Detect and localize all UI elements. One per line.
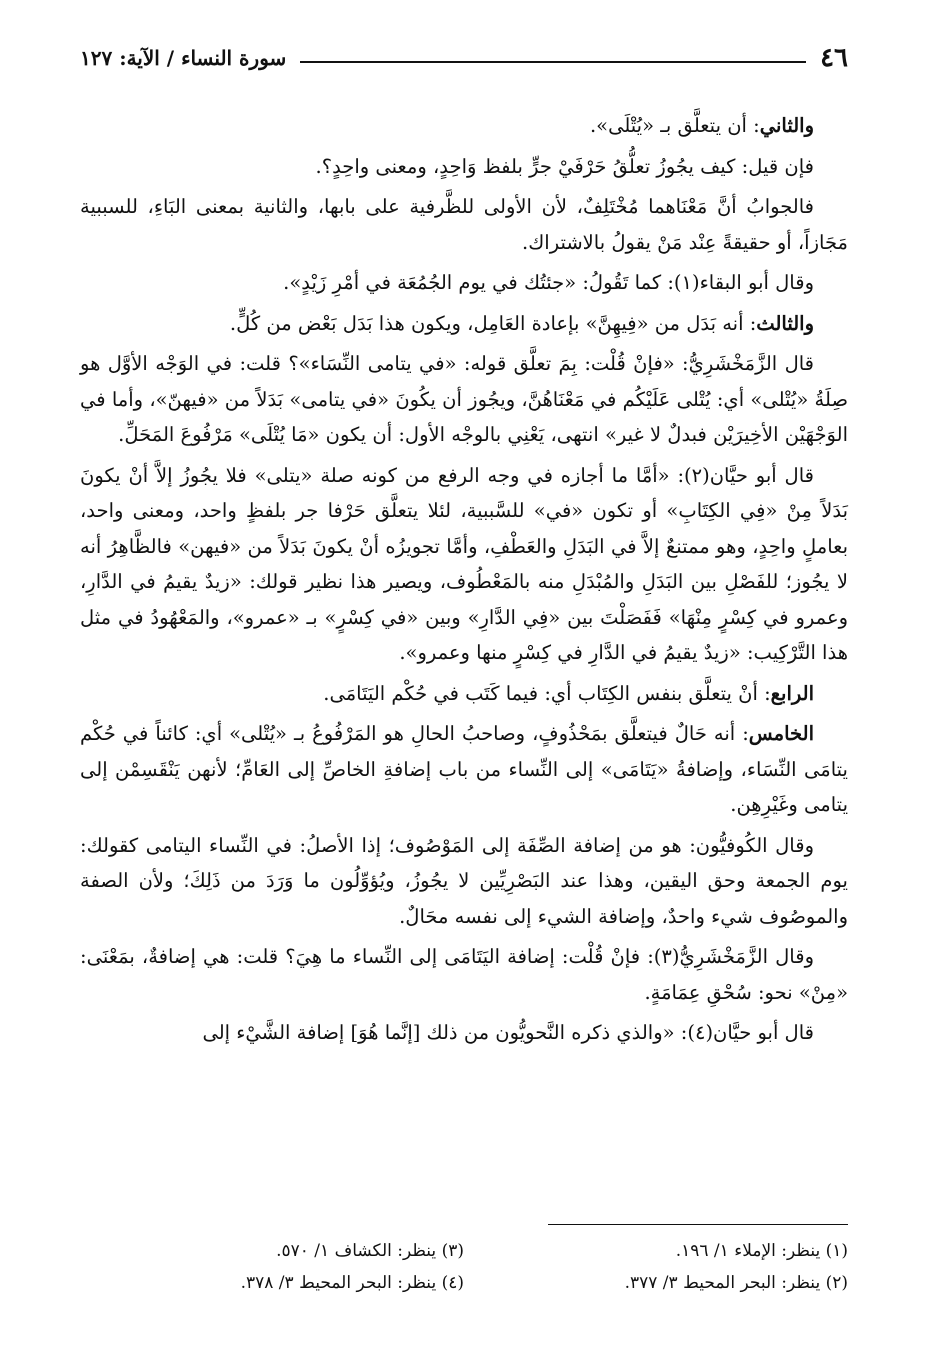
paragraph-text: قال أبو حيَّان(٢): «أمَّا ما أجازه في وجه الرفع من كونه صلة «يتلى» فلا يجُوزُ إلاَّ أنْ يكونَ بَدَلاً مِنْ «فِي الكِتَابِ» أو تكون «في» للسَّببية، لئلا يتعلَّق حَرْفا جر بلفظٍ واحد، ومعنى واحد، بعاملٍ واحِدٍ، وهو ممتنعٌ إلاَّ في البَدَلِ والعَطْفِ، وأمَّا تجويزُه أنْ يكونَ بَدَلاً من «فيهن» فالظَّاهِرُ أنه لا يجُوز؛ للفَصْلِ بين البَدَلِ والمُبْدَلِ منه بالمَعْطُوف، ويصير هذا نظير قولك: «زيدٌ يقيمُ في الدَّارِ، وعمرو في كِسْرٍ مِنْهَا» فَفَصَلْتَ بين «فِي الدَّارِ» وبين «في كِسْرٍ» بـ «عمرو»، والمَعْهُودُ في مثل هذا التَّرْكِيب: «زيدٌ يقيمُ في الدَّارِ في كِسْرٍ منها وعمرو».	[80, 463, 848, 664]
paragraph-text: وقال الكُوفيُّون: هو من إضافة الصِّفَة إلى المَوْصُوف؛ إذا الأصلُ: في النِّساء اليتامى كقولك: يوم الجمعة وحق اليقين، وهذا عند البَصْرِيِّين لا يجُوزُ، ويُؤوِّلُون ما وَرَدَ من ذَلِكَ؛ ولأن الصفة والموصُوف شيء واحدٌ، وإضافة الشيء إلى نفسه محَالٌ.	[80, 833, 848, 928]
paragraph-text: فإن قيل: كيف يجُوزُ تعلُّقُ حَرْفَيْ جرٍّ بلفظ وَاحِدٍ، ومعنى واحِدٍ؟.	[315, 154, 814, 178]
paragraph	[80, 108, 848, 144]
paragraph-text: وقال أبو البقاء(١): كما تَقُولُ: «جئتُك في يوم الجُمُعَة في أمْرِ زَيْدٍ».	[283, 271, 814, 294]
footnote: (٢) ينظر: البحر المحيط ٣/ ٣٧٧.	[624, 1273, 848, 1293]
paragraph	[80, 149, 848, 185]
footnote-rule	[548, 1224, 848, 1225]
paragraph	[80, 939, 848, 1010]
section-lead: الخامس	[748, 722, 814, 745]
header-rule	[300, 61, 806, 63]
running-header	[80, 38, 848, 78]
paragraph	[80, 828, 848, 935]
paragraph	[80, 1015, 848, 1051]
paragraph	[80, 189, 848, 260]
footnotes	[80, 1236, 848, 1298]
paragraph	[80, 265, 848, 301]
footnote: (٤) ينظر: البحر المحيط ٣/ ٣٧٨.	[240, 1273, 464, 1293]
paragraph-text: قال الزَّمَخْشَرِيُّ: «فإنْ قُلْت: بِمَ تعلَّق قوله: «في يتامى النِّسَاء»؟ قلت: في الوَجْه الأوَّل هو صِلَةُ «يُتْلى» أي: يُتْلى عَلَيْكُم في مَعْنَاهُنَّ، ويجُوز أن يكُونَ «في يتامى» بَدَلاً من «فيهنّ»، وأما في الوَجْهَيْن الأخِيرَيْن فبدلٌ لا غير» انتهى، يَعْنِي بالوجْه الأول: أن يكون «مَا يُتْلَى» مَرْفُوعَ المَحَلِّ.	[80, 352, 848, 446]
paragraph	[80, 676, 848, 712]
paragraph	[80, 716, 848, 823]
paragraph-text: : أنه بَدَل من «فِيهِنَّ» بإعادة العَامِل، ويكون هذا بَدَل بَعْض من كُلٍّ.	[229, 311, 757, 335]
paragraph-text: وقال الزَّمَخْشَرِيُّ(٣): فإنْ قُلْت: إضافة اليَتَامَى إلى النِّساء ما هِيَ؟ قلت: هي إضافةٌ، بمَعْنَى: «مِنْ» نحو: سُحْقِ عِمَامَةٍ.	[80, 945, 848, 1004]
paragraph	[80, 306, 848, 342]
paragraph-text: : أنه حَالٌ فيتعلَّق بمَحْذُوفٍ، وصاحبُ الحالِ هو المَرْفُوعُ بـ «يُتْلى» أي: كائناً في حُكْم يتامَى النِّسَاء، وإضافةُ «يَتَامَى» إلى النِّساء من باب إضافةِ الخاصِّ إلى العَامِّ؛ لأنهن يَنْقَسِمْن إلى يتامى وغَيْرِهِن.	[80, 722, 848, 816]
paragraph-text: فالجوابُ أنَّ مَعْنَاهما مُخْتَلِفٌ، لأن الأولى للظَّرفية على بابها، والثانية بمعنى البَاءِ، للسببية مَجَازاً، أو حقيقةً عِنْد مَنْ يقولُ بالاشتراك.	[80, 195, 848, 254]
paragraph	[80, 458, 848, 671]
paragraph-text: قال أبو حيَّان(٤): «والذي ذكره النَّحويُّون من ذلك [إنَّما هُوَ] إضافة الشَّيْء إلى	[202, 1021, 814, 1044]
section-lead: والثاني	[759, 114, 814, 137]
section-lead: الرابع	[770, 681, 814, 705]
section-lead: والثالث	[756, 311, 814, 335]
paragraph-text: : أنْ يتعلَّق بنفس الكِتَاب أي: فيما كَتَب في حُكْم اليَتَامَى.	[323, 681, 771, 705]
main-text	[80, 108, 848, 1056]
page-number: ٤٦	[820, 43, 848, 73]
paragraph	[80, 346, 848, 453]
footnote: (٣) ينظر: الكشاف ١/ ٥٧٠.	[276, 1241, 464, 1261]
header-title: سورة النساء / الآية: ١٢٧	[80, 46, 287, 70]
paragraph-text: : أن يتعلَّق بـ «يُتْلَى».	[589, 114, 760, 137]
footnote: (١) ينظر: الإملاء ١/ ١٩٦.	[675, 1241, 848, 1261]
